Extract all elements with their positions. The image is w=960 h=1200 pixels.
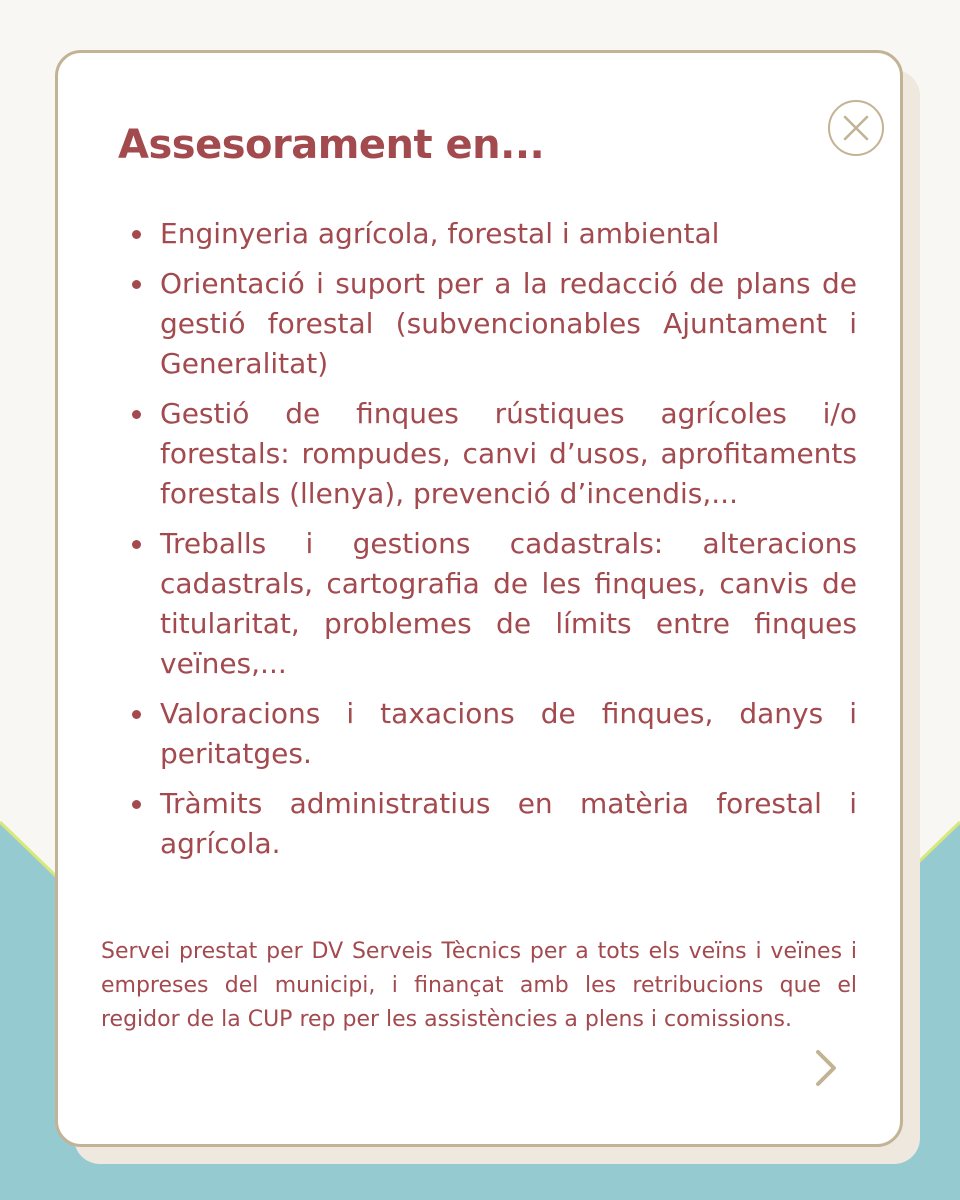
next-button[interactable] (808, 1048, 844, 1088)
list-item-text: Enginyeria agrícola, forestal i ambiental (160, 217, 720, 250)
card-title: Assesorament en... (118, 122, 545, 168)
list-item-text: Valoracions i taxacions de finques, danys i peritatges. (160, 697, 857, 770)
list-item-text: Gestió de finques rústiques agrícoles i/o forestals: rompudes, canvi d’usos, aprofitaments forestals (llenya), prevenció d’incendis,... (160, 397, 857, 510)
list-item (160, 694, 857, 774)
list-item-text: Tràmits administratius en matèria forestal i agrícola. (160, 787, 857, 860)
service-list (160, 214, 857, 874)
bullet-icon (132, 540, 141, 549)
chevron-right-icon (814, 1049, 838, 1087)
bullet-icon (132, 710, 141, 719)
list-item (160, 264, 857, 384)
bullet-icon (132, 280, 141, 289)
bullet-icon (132, 230, 141, 239)
close-button[interactable] (828, 100, 884, 156)
list-item (160, 524, 857, 684)
list-item-text: Treballs i gestions cadastrals: alteracions cadastrals, cartografia de les finques, canvis de titularitat, problemes de límits entre finques veïnes,... (160, 527, 857, 680)
close-icon (843, 115, 869, 141)
list-item-text: Orientació i suport per a la redacció de plans de gestió forestal (subvencionables Ajuntament i Generalitat) (160, 267, 857, 380)
footer-note: Servei prestat per DV Serveis Tècnics per a tots els veïns i veïnes i empreses del municipi, i finançat amb les retribucions que el regidor de la CUP rep per les assistències a plens i comissions. (101, 939, 857, 1032)
list-item (160, 394, 857, 514)
bullet-icon (132, 800, 141, 809)
bullet-icon (132, 410, 141, 419)
list-item (160, 214, 857, 254)
list-item (160, 784, 857, 864)
